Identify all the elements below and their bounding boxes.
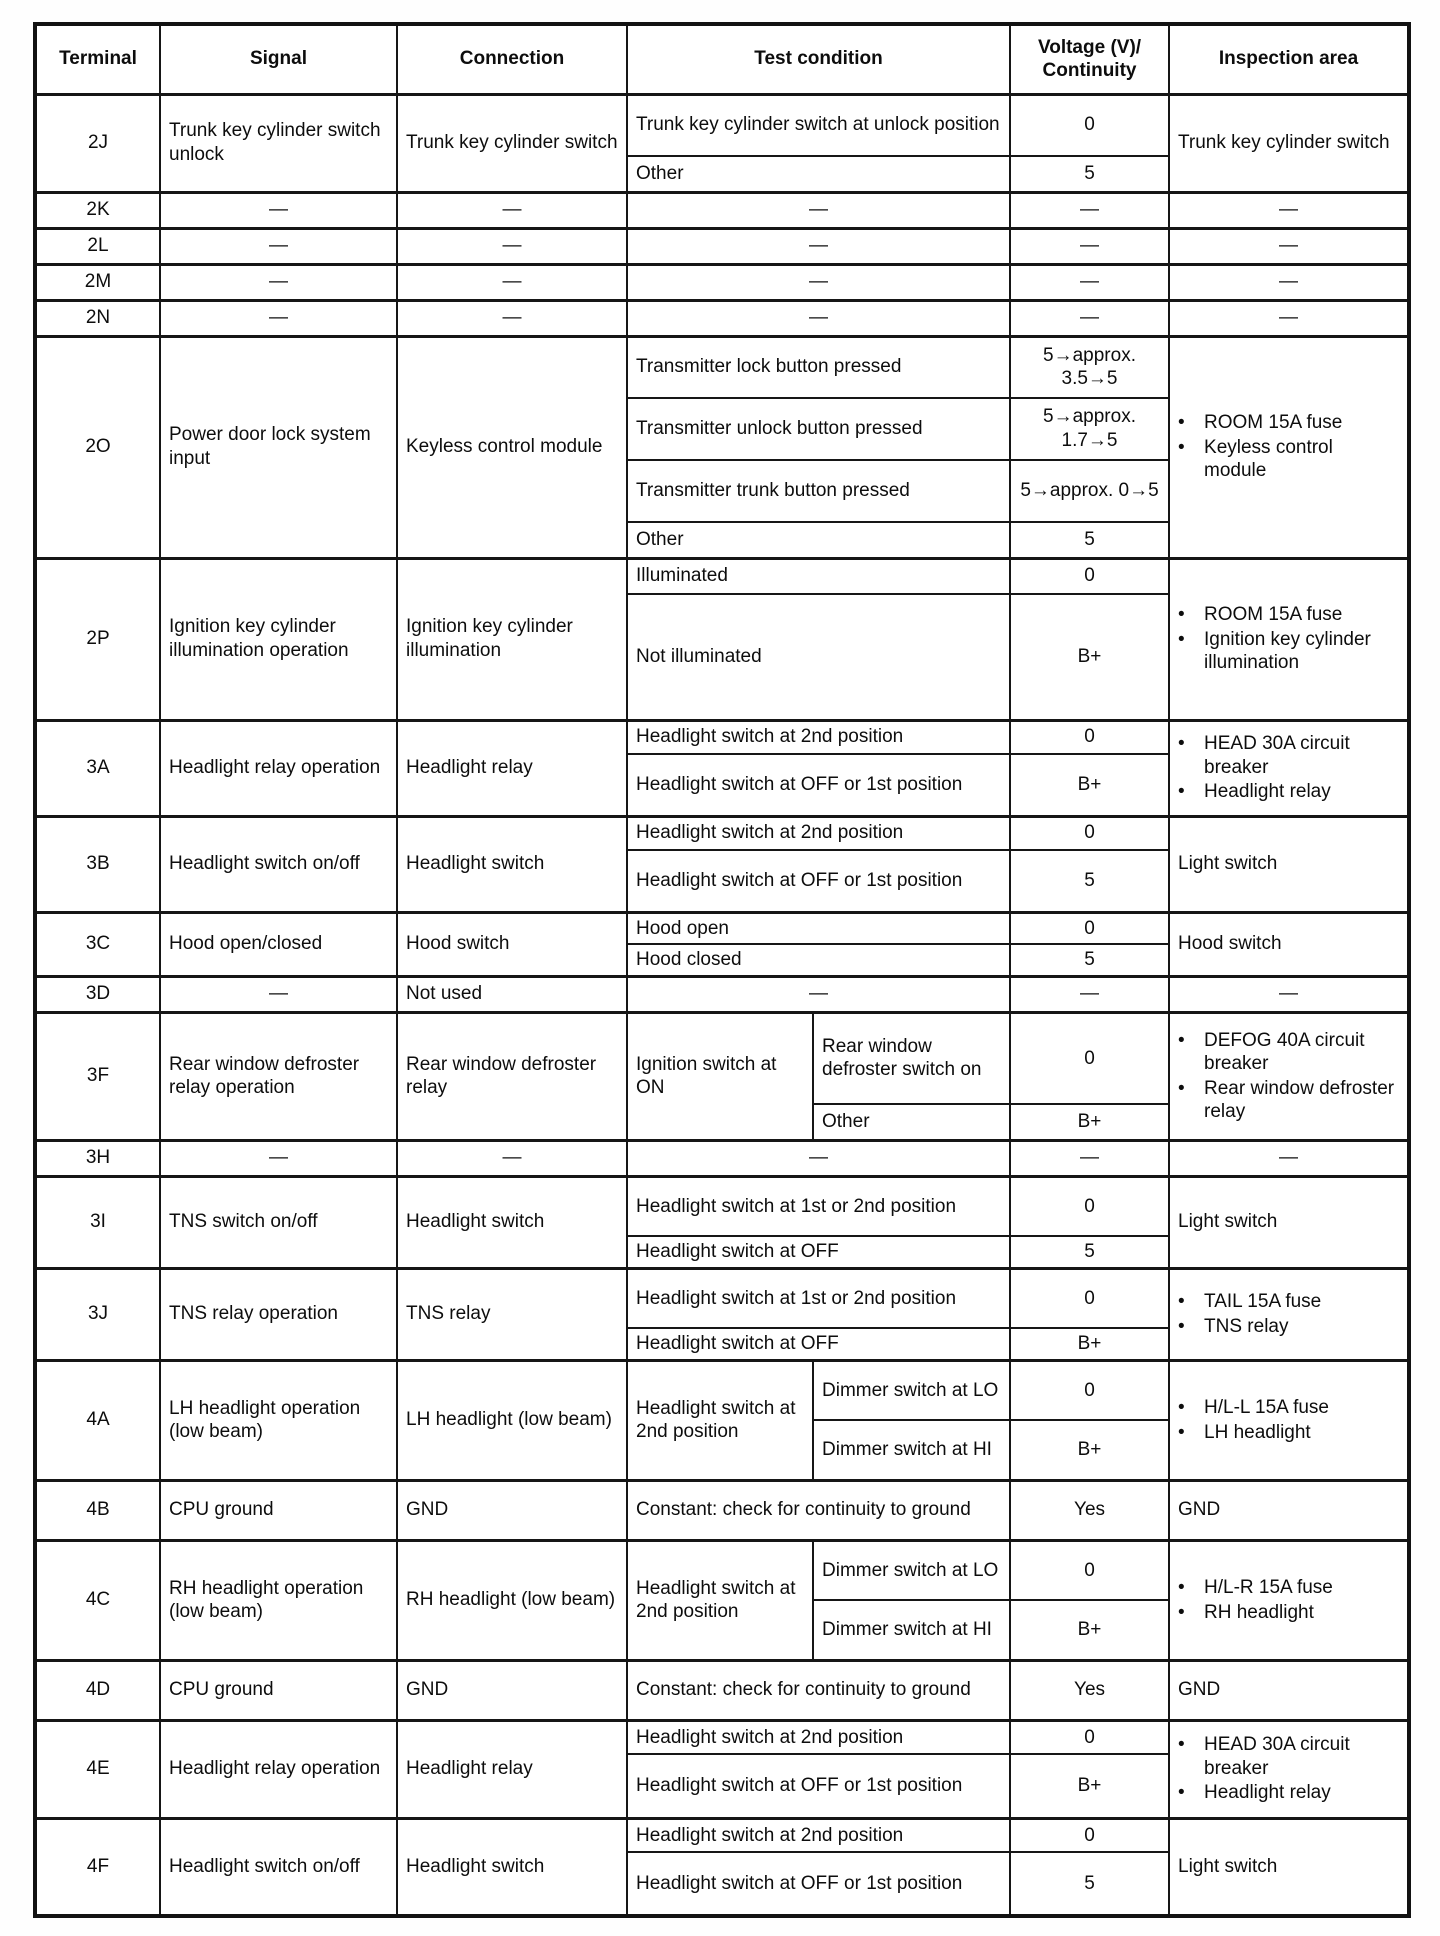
test-condition-cell: Constant: check for continuity to ground bbox=[627, 1660, 1010, 1720]
signal-cell: Rear window defroster relay operation bbox=[160, 1012, 397, 1140]
voltage-cell: 0 bbox=[1010, 558, 1169, 594]
test-condition-outer-cell: Headlight switch at 2nd position bbox=[627, 1540, 813, 1660]
signal-cell: — bbox=[160, 1140, 397, 1176]
voltage-cell: — bbox=[1010, 976, 1169, 1012]
inspection-item: • TNS relay bbox=[1178, 1315, 1399, 1339]
inspection-item: • HEAD 30A circuit breaker bbox=[1178, 1733, 1399, 1780]
table-header-row bbox=[35, 24, 1409, 94]
voltage-cell: 0 bbox=[1010, 1720, 1169, 1754]
header-terminal: Terminal bbox=[35, 24, 160, 94]
test-condition-cell: — bbox=[627, 976, 1010, 1012]
voltage-cell: Yes bbox=[1010, 1660, 1169, 1720]
connection-cell: — bbox=[397, 264, 627, 300]
connection-cell: GND bbox=[397, 1480, 627, 1540]
connection-cell: RH headlight (low beam) bbox=[397, 1540, 627, 1660]
test-condition-cell: Transmitter lock button pressed bbox=[627, 336, 1010, 398]
terminal-cell: 4D bbox=[35, 1660, 160, 1720]
voltage-cell: 5 bbox=[1010, 522, 1169, 558]
connection-cell: Ignition key cylinder illumination bbox=[397, 558, 627, 720]
header-connection: Connection bbox=[397, 24, 627, 94]
voltage-cell: B+ bbox=[1010, 1600, 1169, 1660]
inspection-cell: Light switch bbox=[1169, 1176, 1409, 1268]
voltage-cell: 0 bbox=[1010, 1012, 1169, 1104]
connection-cell: LH headlight (low beam) bbox=[397, 1360, 627, 1480]
inspection-cell bbox=[1169, 1540, 1409, 1660]
inspection-cell: Trunk key cylinder switch bbox=[1169, 94, 1409, 192]
test-condition-cell: Other bbox=[627, 522, 1010, 558]
header-signal: Signal bbox=[160, 24, 397, 94]
signal-cell: — bbox=[160, 300, 397, 336]
test-condition-cell: Headlight switch at OFF or 1st position bbox=[627, 754, 1010, 816]
inspection-list bbox=[1178, 411, 1399, 483]
connection-cell: Rear window defroster relay bbox=[397, 1012, 627, 1140]
inspection-item: • TAIL 15A fuse bbox=[1178, 1290, 1399, 1314]
terminal-cell: 4F bbox=[35, 1818, 160, 1916]
terminal-cell: 2K bbox=[35, 192, 160, 228]
signal-cell: Headlight switch on/off bbox=[160, 816, 397, 912]
connection-cell: Hood switch bbox=[397, 912, 627, 976]
voltage-cell: B+ bbox=[1010, 1420, 1169, 1480]
connection-cell: Headlight switch bbox=[397, 1176, 627, 1268]
table-row bbox=[35, 1140, 1409, 1176]
inspection-list bbox=[1178, 603, 1399, 675]
test-condition-cell: Transmitter trunk button pressed bbox=[627, 460, 1010, 522]
voltage-cell: — bbox=[1010, 228, 1169, 264]
connection-cell: — bbox=[397, 192, 627, 228]
test-condition-cell: — bbox=[627, 300, 1010, 336]
inspection-cell: — bbox=[1169, 192, 1409, 228]
inspection-cell bbox=[1169, 336, 1409, 558]
inspection-item: • Headlight relay bbox=[1178, 780, 1399, 804]
connection-cell: — bbox=[397, 1140, 627, 1176]
test-condition-cell: Headlight switch at 2nd position bbox=[627, 1818, 1010, 1852]
connection-cell: — bbox=[397, 228, 627, 264]
inspection-item: • Ignition key cylinder illumination bbox=[1178, 628, 1399, 675]
inspection-item: • H/L-L 15A fuse bbox=[1178, 1396, 1399, 1420]
voltage-cell: 5 bbox=[1010, 944, 1169, 976]
voltage-cell: — bbox=[1010, 192, 1169, 228]
voltage-cell: 5 bbox=[1010, 850, 1169, 912]
inspection-item: • LH headlight bbox=[1178, 1421, 1399, 1445]
test-condition-cell: Headlight switch at OFF bbox=[627, 1236, 1010, 1268]
voltage-cell: 0 bbox=[1010, 1818, 1169, 1852]
inspection-cell: — bbox=[1169, 264, 1409, 300]
voltage-cell: 0 bbox=[1010, 1360, 1169, 1420]
voltage-cell: — bbox=[1010, 300, 1169, 336]
inspection-list bbox=[1178, 732, 1399, 804]
terminal-cell: 3J bbox=[35, 1268, 160, 1360]
inspection-cell bbox=[1169, 1012, 1409, 1140]
voltage-cell: 0 bbox=[1010, 94, 1169, 156]
test-condition-cell: Dimmer switch at LO bbox=[813, 1360, 1010, 1420]
voltage-cell: B+ bbox=[1010, 594, 1169, 720]
signal-cell: — bbox=[160, 976, 397, 1012]
table-row bbox=[35, 558, 1409, 594]
voltage-cell: 5→approx. 3.5→5 bbox=[1010, 336, 1169, 398]
connection-cell: Headlight relay bbox=[397, 1720, 627, 1818]
inspection-list bbox=[1178, 1396, 1399, 1444]
connection-cell: Headlight switch bbox=[397, 1818, 627, 1916]
terminal-cell: 4B bbox=[35, 1480, 160, 1540]
inspection-cell: GND bbox=[1169, 1660, 1409, 1720]
test-condition-cell: Trunk key cylinder switch at unlock position bbox=[627, 94, 1010, 156]
terminal-cell: 3C bbox=[35, 912, 160, 976]
signal-cell: — bbox=[160, 192, 397, 228]
table-row bbox=[35, 1720, 1409, 1754]
inspection-item: • Rear window defroster relay bbox=[1178, 1077, 1399, 1124]
table-row bbox=[35, 264, 1409, 300]
test-condition-cell: — bbox=[627, 1140, 1010, 1176]
voltage-cell: 0 bbox=[1010, 720, 1169, 754]
inspection-cell: — bbox=[1169, 976, 1409, 1012]
connection-cell: Headlight relay bbox=[397, 720, 627, 816]
voltage-cell: 5 bbox=[1010, 1852, 1169, 1916]
header-inspection-area: Inspection area bbox=[1169, 24, 1409, 94]
signal-cell: Ignition key cylinder illumination operation bbox=[160, 558, 397, 720]
terminal-cell: 4E bbox=[35, 1720, 160, 1818]
inspection-cell: Hood switch bbox=[1169, 912, 1409, 976]
table-row bbox=[35, 1360, 1409, 1420]
test-condition-cell: Transmitter unlock button pressed bbox=[627, 398, 1010, 460]
signal-cell: Headlight relay operation bbox=[160, 1720, 397, 1818]
voltage-cell: 0 bbox=[1010, 1176, 1169, 1236]
connection-cell: TNS relay bbox=[397, 1268, 627, 1360]
inspection-cell: — bbox=[1169, 1140, 1409, 1176]
test-condition-cell: Headlight switch at 1st or 2nd position bbox=[627, 1176, 1010, 1236]
table-row bbox=[35, 1480, 1409, 1540]
inspection-item: • HEAD 30A circuit breaker bbox=[1178, 732, 1399, 779]
terminal-cell: 3B bbox=[35, 816, 160, 912]
table-row bbox=[35, 336, 1409, 398]
test-condition-outer-cell: Ignition switch at ON bbox=[627, 1012, 813, 1140]
test-condition-cell: Constant: check for continuity to ground bbox=[627, 1480, 1010, 1540]
test-condition-cell: — bbox=[627, 264, 1010, 300]
test-condition-cell: Not illuminated bbox=[627, 594, 1010, 720]
test-condition-cell: Dimmer switch at HI bbox=[813, 1600, 1010, 1660]
table-row bbox=[35, 1660, 1409, 1720]
terminal-cell: 3I bbox=[35, 1176, 160, 1268]
voltage-cell: B+ bbox=[1010, 1104, 1169, 1140]
table-row bbox=[35, 94, 1409, 156]
terminal-cell: 2O bbox=[35, 336, 160, 558]
inspection-list bbox=[1178, 1290, 1399, 1338]
inspection-item: • Keyless control module bbox=[1178, 436, 1399, 483]
inspection-cell bbox=[1169, 1360, 1409, 1480]
inspection-item: • Headlight relay bbox=[1178, 1781, 1399, 1805]
signal-cell: Trunk key cylinder switch unlock bbox=[160, 94, 397, 192]
test-condition-cell: Headlight switch at OFF or 1st position bbox=[627, 1754, 1010, 1818]
terminal-cell: 2M bbox=[35, 264, 160, 300]
test-condition-cell: Rear window defroster switch on bbox=[813, 1012, 1010, 1104]
inspection-item: • ROOM 15A fuse bbox=[1178, 603, 1399, 627]
connection-cell: GND bbox=[397, 1660, 627, 1720]
table-row bbox=[35, 1012, 1409, 1104]
inspection-list bbox=[1178, 1029, 1399, 1124]
test-condition-cell: Headlight switch at 2nd position bbox=[627, 816, 1010, 850]
table-row bbox=[35, 816, 1409, 850]
table-row bbox=[35, 1540, 1409, 1600]
inspection-item: • DEFOG 40A circuit breaker bbox=[1178, 1029, 1399, 1076]
inspection-cell: — bbox=[1169, 300, 1409, 336]
inspection-item: • RH headlight bbox=[1178, 1601, 1399, 1625]
test-condition-outer-cell: Headlight switch at 2nd position bbox=[627, 1360, 813, 1480]
terminal-cell: 2L bbox=[35, 228, 160, 264]
inspection-cell bbox=[1169, 720, 1409, 816]
voltage-cell: B+ bbox=[1010, 754, 1169, 816]
signal-cell: RH headlight operation (low beam) bbox=[160, 1540, 397, 1660]
voltage-cell: 5→approx. 0→5 bbox=[1010, 460, 1169, 522]
inspection-item: • ROOM 15A fuse bbox=[1178, 411, 1399, 435]
inspection-cell: — bbox=[1169, 228, 1409, 264]
table-row bbox=[35, 720, 1409, 754]
test-condition-cell: Headlight switch at OFF or 1st position bbox=[627, 1852, 1010, 1916]
signal-cell: — bbox=[160, 264, 397, 300]
table-row bbox=[35, 192, 1409, 228]
inspection-cell bbox=[1169, 558, 1409, 720]
table-row bbox=[35, 1176, 1409, 1236]
test-condition-cell: Dimmer switch at HI bbox=[813, 1420, 1010, 1480]
signal-cell: Hood open/closed bbox=[160, 912, 397, 976]
voltage-cell: 0 bbox=[1010, 1268, 1169, 1328]
inspection-cell: Light switch bbox=[1169, 816, 1409, 912]
test-condition-cell: Dimmer switch at LO bbox=[813, 1540, 1010, 1600]
test-condition-cell: Hood closed bbox=[627, 944, 1010, 976]
table-row bbox=[35, 228, 1409, 264]
test-condition-cell: Other bbox=[813, 1104, 1010, 1140]
voltage-cell: 0 bbox=[1010, 1540, 1169, 1600]
voltage-cell: B+ bbox=[1010, 1328, 1169, 1360]
connection-cell: Not used bbox=[397, 976, 627, 1012]
test-condition-cell: Headlight switch at 2nd position bbox=[627, 1720, 1010, 1754]
voltage-cell: — bbox=[1010, 264, 1169, 300]
inspection-cell: GND bbox=[1169, 1480, 1409, 1540]
header-voltage-continuity: Voltage (V)/ Continuity bbox=[1010, 24, 1169, 94]
table-row bbox=[35, 300, 1409, 336]
signal-cell: TNS relay operation bbox=[160, 1268, 397, 1360]
terminal-cell: 3F bbox=[35, 1012, 160, 1140]
terminal-cell: 2J bbox=[35, 94, 160, 192]
terminal-cell: 2N bbox=[35, 300, 160, 336]
voltage-cell: 0 bbox=[1010, 912, 1169, 944]
test-condition-cell: Illuminated bbox=[627, 558, 1010, 594]
terminal-cell: 3A bbox=[35, 720, 160, 816]
signal-cell: LH headlight operation (low beam) bbox=[160, 1360, 397, 1480]
inspection-cell bbox=[1169, 1268, 1409, 1360]
voltage-cell: 5→approx. 1.7→5 bbox=[1010, 398, 1169, 460]
test-condition-cell: — bbox=[627, 228, 1010, 264]
test-condition-cell: — bbox=[627, 192, 1010, 228]
header-test-condition: Test condition bbox=[627, 24, 1010, 94]
signal-cell: Headlight relay operation bbox=[160, 720, 397, 816]
table-row bbox=[35, 976, 1409, 1012]
signal-cell: TNS switch on/off bbox=[160, 1176, 397, 1268]
voltage-cell: 5 bbox=[1010, 1236, 1169, 1268]
inspection-list bbox=[1178, 1576, 1399, 1624]
voltage-cell: 5 bbox=[1010, 156, 1169, 192]
terminal-cell: 4A bbox=[35, 1360, 160, 1480]
test-condition-cell: Headlight switch at 1st or 2nd position bbox=[627, 1268, 1010, 1328]
signal-cell: Headlight switch on/off bbox=[160, 1818, 397, 1916]
terminal-cell: 3H bbox=[35, 1140, 160, 1176]
test-condition-cell: Other bbox=[627, 156, 1010, 192]
test-condition-cell: Headlight switch at 2nd position bbox=[627, 720, 1010, 754]
signal-cell: CPU ground bbox=[160, 1480, 397, 1540]
connection-cell: — bbox=[397, 300, 627, 336]
test-condition-cell: Headlight switch at OFF bbox=[627, 1328, 1010, 1360]
terminal-cell: 2P bbox=[35, 558, 160, 720]
voltage-cell: Yes bbox=[1010, 1480, 1169, 1540]
signal-cell: — bbox=[160, 228, 397, 264]
terminal-cell: 3D bbox=[35, 976, 160, 1012]
connection-cell: Trunk key cylinder switch bbox=[397, 94, 627, 192]
terminal-cell: 4C bbox=[35, 1540, 160, 1660]
inspection-cell bbox=[1169, 1720, 1409, 1818]
voltage-cell: 0 bbox=[1010, 816, 1169, 850]
signal-cell: CPU ground bbox=[160, 1660, 397, 1720]
connection-cell: Keyless control module bbox=[397, 336, 627, 558]
connection-cell: Headlight switch bbox=[397, 816, 627, 912]
signal-cell: Power door lock system input bbox=[160, 336, 397, 558]
table-row bbox=[35, 912, 1409, 944]
inspection-cell: Light switch bbox=[1169, 1818, 1409, 1916]
inspection-list bbox=[1178, 1733, 1399, 1805]
inspection-item: • H/L-R 15A fuse bbox=[1178, 1576, 1399, 1600]
table-row bbox=[35, 1268, 1409, 1328]
test-condition-cell: Hood open bbox=[627, 912, 1010, 944]
voltage-cell: — bbox=[1010, 1140, 1169, 1176]
terminal-voltage-table bbox=[33, 22, 1411, 1918]
voltage-cell: B+ bbox=[1010, 1754, 1169, 1818]
table-row bbox=[35, 1818, 1409, 1852]
test-condition-cell: Headlight switch at OFF or 1st position bbox=[627, 850, 1010, 912]
